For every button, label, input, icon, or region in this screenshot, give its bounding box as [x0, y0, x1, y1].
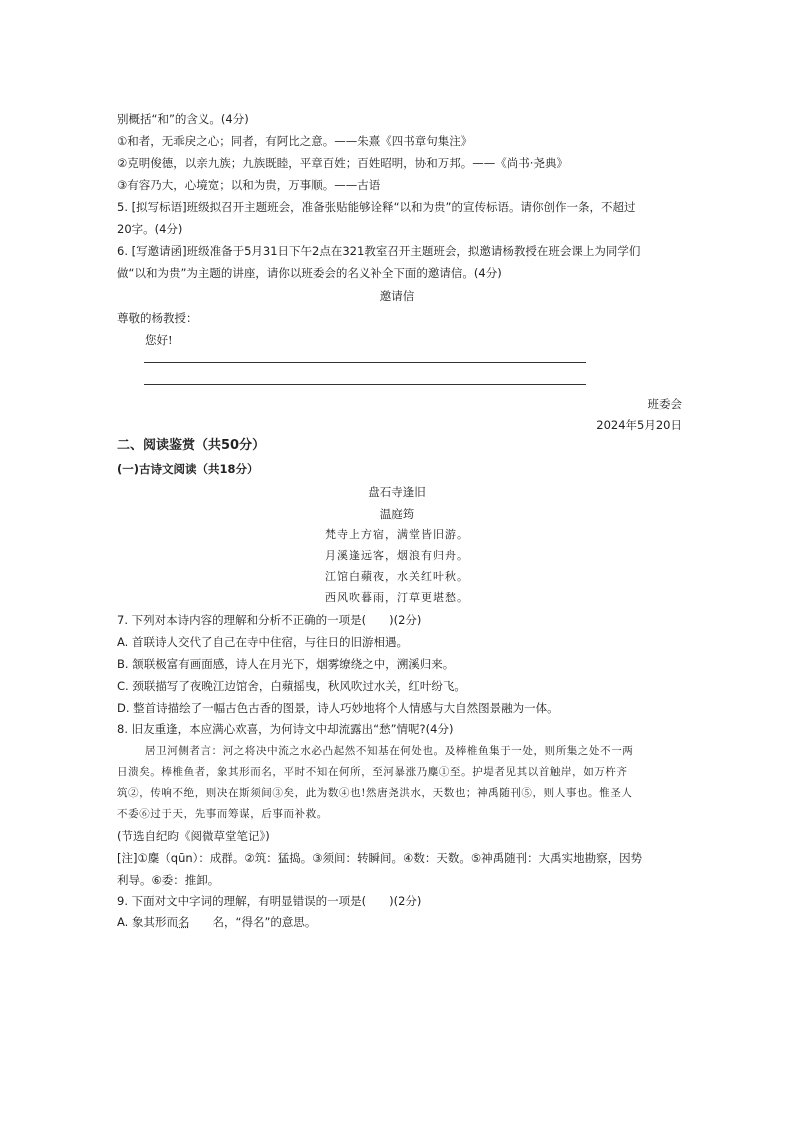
letter-signature: 班委会 — [647, 397, 682, 411]
passage-line: 日溃矣。棒椎鱼者，象其形而名，平时不知在何所，至河暴涨乃麋①至。护堤者见其以首触岸，如万杵齐 — [117, 766, 628, 778]
letter-date: 2024年5月20日 — [596, 418, 682, 432]
letter-title: 邀请信 — [379, 289, 415, 303]
question-9: 9. 下面对文中字词的理解，有明显错误的一项是( )(2分) — [117, 894, 422, 908]
question-6: 6. [写邀请函]班级准备于5月31日下午2点在321教室召开主题班会，拟邀请杨教授在班会课上为同学们 — [117, 244, 641, 258]
option-a: A. 首联诗人交代了自己在寺中住宿，与往日的旧游相遇。 — [117, 635, 408, 649]
answer-line[interactable] — [144, 384, 586, 385]
text-line: 做“以和为贵”为主题的讲座，请你以班委会的名义补全下面的邀请信。(4分) — [117, 266, 502, 280]
passage-source: (节选自纪昀《阅微草堂笔记》) — [117, 829, 270, 843]
letter-greeting: 您好! — [145, 333, 173, 347]
letter-salutation: 尊敬的杨教授： — [117, 311, 198, 325]
text-line: 别概括“和”的含义。(4分) — [117, 112, 249, 126]
poem-line: 梵寺上方宿，满堂皆旧游。 — [325, 528, 469, 541]
text-line: ③有容乃大，心境宽；以和为贵，万事顺。——古语 — [117, 178, 381, 192]
annotation-line: [注]①麇（qūn）：成群。②筑：猛捣。③须间：转瞬间。④数：天数。⑤神禹随刊：大禹实地勘察，因势 — [117, 851, 643, 865]
question-7: 7. 下列对本诗内容的理解和分析不正确的一项是( )(2分) — [117, 613, 422, 627]
option-prefix: A. 象其形而 — [117, 915, 178, 929]
text-line: ②克明俊德，以亲九族；九族既睦，平章百姓；百姓昭明，协和万邦。——《尚书·尧典》 — [117, 156, 568, 170]
passage-line: 不委⑥过于天，先事而筹谋，后事而补救。 — [117, 808, 328, 820]
question-5: 5. [拟写标语]班级拟召开主题班会，准备张贴能够诠释“以和为贵”的宣传标语。请你创作一条，不超过 — [117, 200, 636, 214]
passage-line: 筑②，传响不绝，则决在斯须间③矣，此为数④也!然唐尧洪水，天数也；神禹随刊⑤，则人事也。惟圣人 — [117, 787, 633, 799]
answer-line[interactable] — [144, 362, 586, 363]
option-rest: 名，“得名”的意思。 — [189, 915, 317, 929]
question-8: 8. 旧友重逢，本应满心欢喜，为何诗文中却流露出“愁”情呢?(4分) — [117, 722, 454, 736]
poem-line: 江馆白蘋夜，水关红叶秋。 — [325, 570, 469, 583]
section-heading: 二、阅读鉴赏（共50分） — [117, 438, 266, 453]
subsection-heading: (一)古诗文阅读（共18分） — [117, 462, 259, 476]
dotted-char: 名 — [177, 915, 190, 929]
option-a — [117, 915, 316, 929]
poem-title: 盘石寺逢旧 — [368, 485, 426, 499]
annotation-line: 利导。⑥委：推卸。 — [117, 873, 220, 887]
option-b: B. 颔联极富有画面感，诗人在月光下，烟雾缭绕之中，溯溪归来。 — [117, 657, 455, 671]
option-c: C. 颈联描写了夜晚江边馆舍，白蘋摇曳，秋风吹过水关，红叶纷飞。 — [117, 679, 466, 693]
text-line: ①和者，无乖戾之心；同者，有阿比之意。——朱熹《四书章句集注》 — [117, 134, 473, 148]
passage-line: 居卫河侧者言：河之将决中流之水必凸起然不知基在何处也。及棒椎鱼集于一处，则所集之处不一两 — [145, 745, 634, 757]
poem-author: 温庭筠 — [379, 507, 415, 521]
poem-line: 西风吹暮雨，汀草更堪愁。 — [325, 591, 469, 604]
poem-line: 月溪逢远客，烟浪有归舟。 — [325, 549, 469, 562]
text-line: 20字。(4分) — [117, 222, 183, 236]
option-d: D. 整首诗描绘了一幅古色古香的图景，诗人巧妙地将个人情感与大自然图景融为一体。 — [117, 701, 559, 715]
